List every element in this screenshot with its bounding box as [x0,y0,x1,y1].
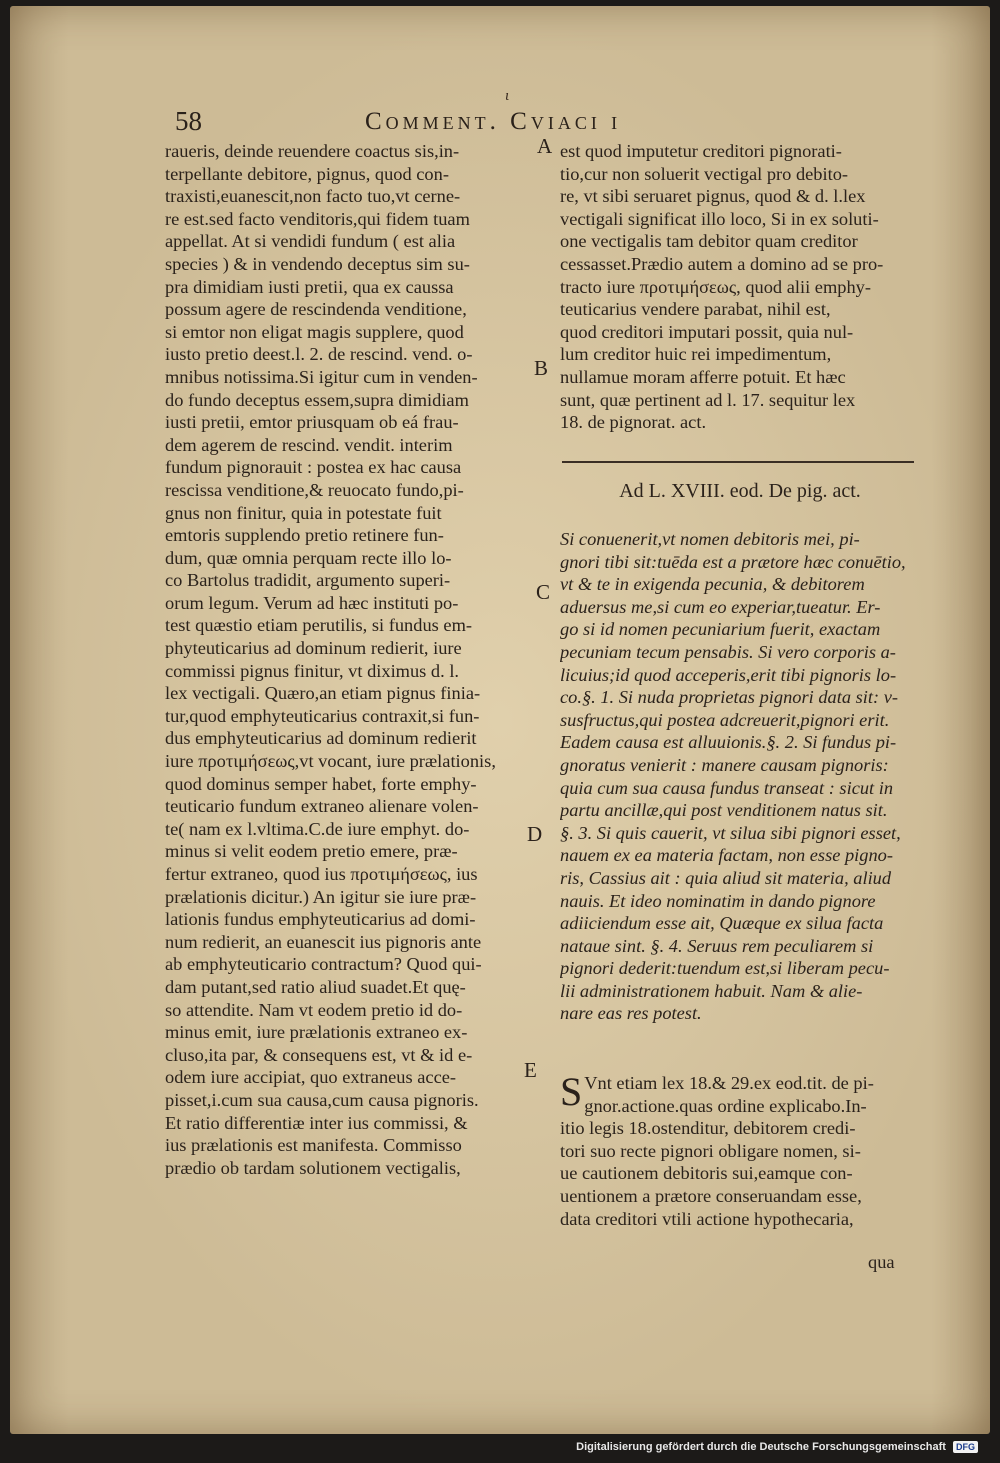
text-line: iure προτιμήσεως,vt vocant, iure prælationis, [165,751,496,772]
margin-letter-e: E [524,1058,537,1082]
italic-text-line: licuius;id quod acceperis,erit tibi pignoris lo- [560,664,897,685]
italic-text-line: aduersus me,si cum eo experiar,tueatur. Er- [560,596,881,617]
text-line: terpellante debitore, pignus, quod con- [165,163,449,184]
section-heading: Ad L. XVIII. eod. De pig. act. [619,480,861,502]
right-column-bottom [560,1069,920,1230]
italic-text-line: nauis. Et ideo nominatim in dando pignore [560,890,876,911]
text-line: uentionem a prætore conseruandam esse, [560,1185,862,1206]
italic-text-line: adiiciendum esse ait, Quæque ex silua facta [560,913,884,934]
text-line: cluso,ita par, & consequens est, vt & id e- [165,1044,473,1065]
text-line: minus emit, iure prælationis extraneo ex- [165,1022,468,1043]
text-line: si emtor non eligat magis supplere, quod [165,321,464,342]
section-rule [562,461,914,463]
italic-text-line: partu ancillæ,qui post venditionem natus sit. [560,800,888,821]
text-line: cessasset.Prædio autem a domino ad se pro- [560,253,884,274]
right-column-top [560,140,920,434]
text-line: vectigali significat illo loco, Si in ex soluti- [560,208,879,229]
italic-text-line: lii administrationem habuit. Nam & alie- [560,980,863,1001]
italic-text-line: Eadem causa est alluuionis.§. 2. Si fundus pi- [560,732,897,753]
text-line: odem iure accipiat, quo extraneus acce- [165,1067,457,1088]
digitization-footer [576,1441,978,1453]
text-line: gnus non finitur, quia in potestate fuit [165,502,442,523]
text-line: gnor.actione.quas ordine explicabo.In- [584,1095,867,1116]
dfg-logo: DFG [953,1441,978,1453]
text-line: quod creditori imputari possit, quia nul- [560,321,854,342]
text-line: quod dominus semper habet, forte emphy- [165,773,477,794]
text-line: tio,cur non soluerit vectigal pro debito- [560,163,849,184]
italic-text-line: co.§. 1. Si nuda proprietas pignori data sit: v- [560,687,898,708]
text-line: phyteuticarius ad dominum redierit, iure [165,638,462,659]
text-line: lex vectigali. Quæro,an etiam pignus finia- [165,683,481,704]
text-line: lationis fundus emphyteuticarius ad domi- [165,909,476,930]
text-line: Et ratio differentiæ inter ius commissi, & [165,1112,468,1133]
margin-letter-a: A [537,134,553,158]
page-number: 58 [175,106,202,136]
italic-text-line: pignori dederit:tuendum est,si liberam pecu- [560,958,890,979]
text-line: ius prælationis est manifesta. Commisso [165,1135,462,1156]
text-line: fertur extraneo, quod ius προτιμήσεως, ius [165,864,478,884]
text-line: sunt, quæ pertinent ad l. 17. sequitur lex [560,389,856,410]
italic-text-line: nauem ex ea materia factam, non esse pigno- [560,845,893,866]
text-line: do fundo deceptus essem,supra dimidiam [165,389,469,410]
text-line: re est.sed facto venditoris,qui fidem tuam [165,208,470,229]
text-line: teuticario fundum extraneo alienare volen- [165,796,479,817]
text-line: dus emphyteuticarius ad dominum redierit [165,728,477,749]
text-line: Vnt etiam lex 18.& 29.ex eod.tit. de pi- [584,1073,874,1093]
text-line: pra dimidiam iusti pretii, qua ex caussa [165,276,454,297]
margin-letter-b: B [534,356,549,380]
italic-text-line: ris, Cassius ait : quia aliud sit materia, aliud [560,867,892,888]
text-line: lum creditor huic rei impedimentum, [560,344,832,365]
text-line: te( nam ex l.vltima.C.de iure emphyt. do- [165,818,470,839]
text-line: emtoris supplendo pretio retinere fun- [165,525,444,546]
italic-text-line: vt & te in exigenda pecunia, & debitorem [560,574,865,595]
italic-text-line: Si conuenerit,vt nomen debitoris mei, pi- [560,529,860,549]
text-line: dum, quæ omnia perquam recte illo lo- [165,547,452,568]
text-line: ue cautionem debitoris sui,eamque con- [560,1163,853,1184]
handwritten-correction: ι [505,88,510,104]
catchword: qua [868,1252,895,1272]
page-header [175,88,935,142]
text-line: 18. de pignorat. act. [560,412,707,433]
text-line: re, vt sibi seruaret pignus, quod & d. l.lex [560,186,866,207]
text-line: tracto iure προτιμήσεως, quod alii emphy- [560,276,871,297]
italic-text-line: pecuniam tecum pensabis. Si vero corporis a- [560,641,896,662]
margin-letter-d: D [527,822,543,846]
text-line: iusto pretio deest.l. 2. de rescind. vend. o- [165,344,473,365]
text-line: fundum pignorauit : postea ex hac causa [165,457,462,478]
text-line: prælationis dicitur.) An igitur sie iure præ- [165,886,477,907]
text-line: ab emphyteuticario contractum? Quod qui- [165,954,482,975]
footer-text: Digitalisierung gefördert durch die Deutsche Forschungsgemeinschaft [576,1441,946,1453]
drop-capital: S [560,1069,583,1114]
text-line: traxisti,euanescit,non facto tuo,vt cerne- [165,186,461,207]
text-line: dem agerem de rescind. vendit. interim [165,434,453,455]
italic-text-line: gnori tibi sit:tuēda est a prætore hæc conuētio, [560,551,906,572]
running-title: Comment. Cviaci i [365,108,622,135]
text-line: dam putant,sed ratio aliud suadet.Et quę- [165,976,466,997]
text-line: pisset,i.cum sua causa,cum causa pignoris. [165,1089,479,1110]
margin-letter-c: C [536,580,551,604]
text-line: co Bartolus tradidit, argumento superi- [165,570,451,591]
text-line: so attendite. Nam vt eodem pretio id do- [165,999,463,1020]
text-line: nullamue moram afferre potuit. Et hæc [560,366,846,387]
text-line: itio legis 18.ostenditur, debitorem credi- [560,1118,856,1139]
italic-text-line: nataue sint. §. 4. Seruus rem peculiarem si [560,935,874,956]
text-line: raueris, deinde reuendere coactus sis,in- [165,141,460,161]
text-line: minus si velit eodem pretio emere, præ- [165,841,458,862]
italic-text-line: gnoratus venierit : manere causam pignoris: [560,754,889,775]
text-line: teuticarius vendere parabat, nihil est, [560,299,831,320]
text-line: num redierit, an euanescit ius pignoris ante [165,931,482,952]
text-line: est quod imputetur creditori pignorati- [560,141,842,161]
left-column [165,140,517,1179]
text-line: prædio ob tardam solutionem vectigalis, [165,1157,461,1178]
text-line: species ) & in vendendo deceptus sim su- [165,253,470,274]
text-line: tur,quod emphyteuticarius contraxit,si fun- [165,705,480,726]
text-line: rescissa venditione,& reuocato fundo,pi- [165,479,464,500]
text-line: one vectigalis tam debitor quam creditor [560,231,858,252]
text-line: iusti pretii, emtor priusquam ob eá frau- [165,412,459,433]
text-line: data creditori vtili actione hypothecaria, [560,1208,854,1229]
italic-text-line: nare eas res potest. [560,1003,702,1024]
text-line: test quæstio etiam perutilis, si fundus em- [165,615,472,636]
italic-text-line: quia cum sua causa fundus transeat : sicut in [560,777,894,798]
text-line: orum legum. Verum ad hæc instituti po- [165,592,459,613]
text-line: appellat. At si vendidi fundum ( est alia [165,231,456,252]
italic-text-line: susfructus,qui postea adcreuerit,pignori erit. [560,709,890,730]
text-line: mnibus notissima.Si igitur cum in venden- [165,366,478,387]
text-line: commissi pignus finitur, vt diximus d. l. [165,660,460,681]
text-line: possum agere de rescindenda venditione, [165,299,467,320]
italic-text-line: §. 3. Si quis cauerit, vt silua sibi pignori esset, [560,822,901,843]
italic-text-line: go si id nomen pecuniarium fuerit, exactam [560,619,881,640]
right-column-italic [560,528,920,1025]
text-line: tori suo recte pignori obligare nomen, si- [560,1140,861,1161]
